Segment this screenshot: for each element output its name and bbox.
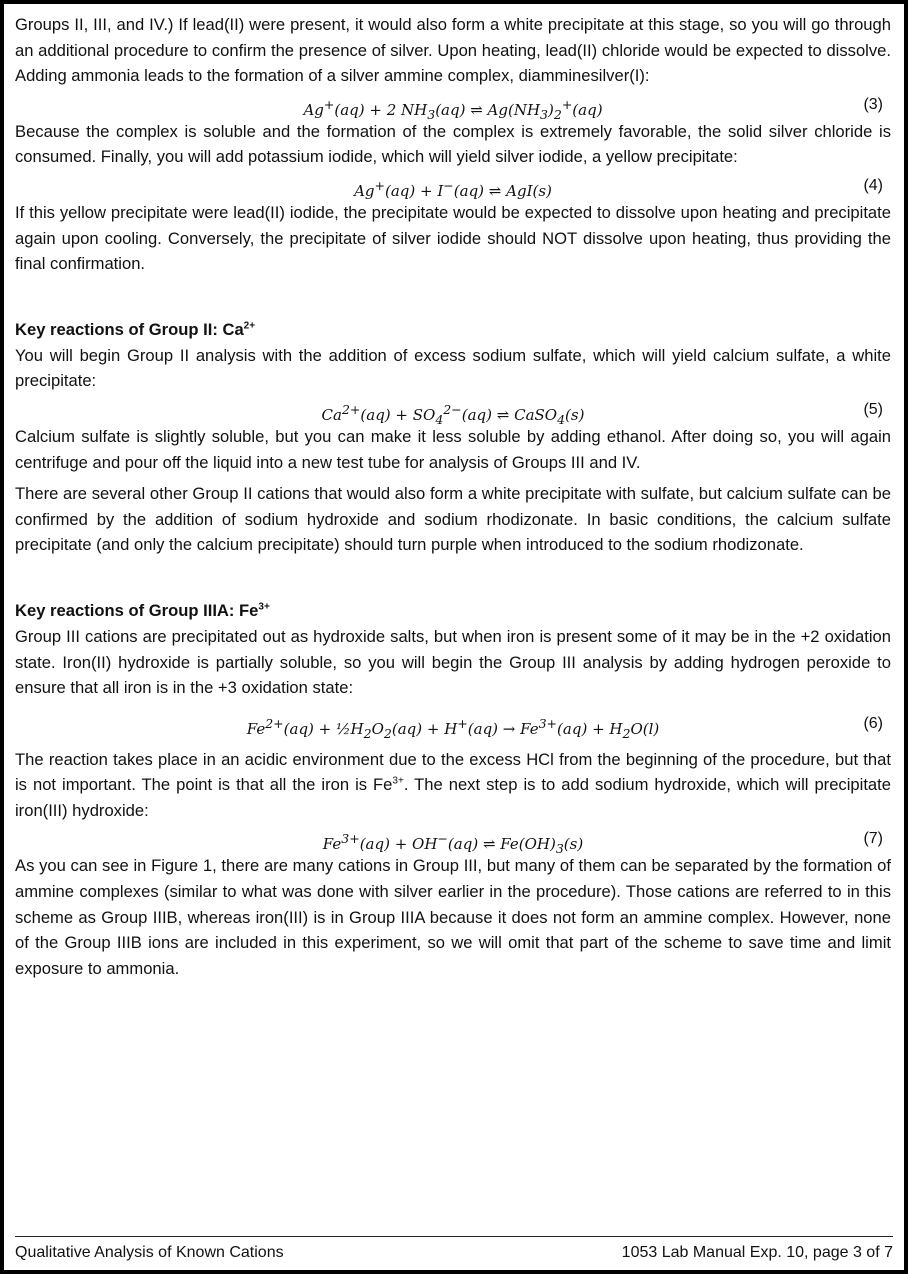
equation-6-number: (6) — [863, 714, 883, 732]
footer-page-number: 1053 Lab Manual Exp. 10, page 3 of 7 — [621, 1244, 893, 1261]
page-footer — [15, 1236, 893, 1261]
paragraph-group-2-intro: You will begin Group II analysis with the addition of excess sodium sulfate, which will yield calcium sulfate, a white precipitate: — [15, 345, 891, 391]
paragraph-acidic: The reaction takes place in an acidic environment due to the excess HCl from the beginning of the procedure, but that is not important. The point is that all the iron is $Fe^{3+}$. The next step is to add sodium hydroxide, which will precipitate iron(III) hydroxide: — [15, 749, 892, 820]
document-page — [4, 4, 904, 1270]
heading-group-3a: Key reactions of Group IIIA: $Fe^{3+}$ — [15, 600, 270, 620]
equation-3-formula: Ag+(aq) + 2 $NH_3(aq)$ ⇌ $Ag(NH_3)_2^+(aq)$ — [303, 96, 603, 122]
paragraph-ethanol: Calcium sulfate is slightly soluble, but you can make it less soluble by adding ethanol. After doing so, you will again centrifuge and pour off the liquid into a new test tube for analysis of Groups III and IV. — [15, 426, 891, 472]
equation-6 — [15, 701, 891, 747]
footer-title: Qualitative Analysis of Known Cations — [15, 1244, 284, 1261]
heading-group-2: Key reactions of Group II: $Ca^{2+}$ — [15, 319, 256, 339]
paragraph-figure-1: As you can see in Figure 1, there are many cations in Group III, but many of them can be separated by the formation of ammine complexes (similar to what was done with silver earlier in the procedure). Those cations are referred to in this scheme as Group IIIB, whereas iron(III) is in Group IIIA because it does not form an ammine complex. However, none of the Group IIIB ions are included in this experiment, so we will omit that part of the scheme to save time and limit exposure to ammonia. — [15, 856, 891, 978]
equation-4-formula: Ag+(aq) + I−(aq) ⇌ AgI(s) — [354, 177, 552, 200]
equation-4 — [15, 170, 891, 200]
equation-7-formula: $Fe^{3+}(aq) + OH^-(aq)$ ⇌ $Fe(OH)_3(s)$ — [322, 831, 584, 857]
equation-3 — [15, 89, 891, 122]
page-content — [15, 12, 891, 981]
equation-4-number: (4) — [863, 176, 883, 194]
paragraph-rhodizonate: There are several other Group II cations that would also form a white precipitate with sulfate, but calcium sulfate can be confirmed by the addition of sodium hydroxide and sodium rhodizonate. In basic conditions, the calcium sulfate precipitate (and only the calcium precipitate) should turn purple when introduced to the sodium rhodizonate. — [15, 484, 891, 555]
equation-3-number: (3) — [863, 95, 883, 113]
equation-5-formula: $Ca^{2+}(aq) + SO_4^{2-}(aq)$ ⇌ CaSO$_4$(s) — [321, 401, 585, 427]
equation-5-number: (5) — [863, 400, 883, 418]
paragraph-silver-confirm: Groups II, III, and IV.) If lead(II) were present, it would also form a white precipitate at this stage, so you will go through an additional procedure to confirm the presence of silver. Upon heating, lead(II) chloride would be expected to dissolve. Adding ammonia leads to the formation of a silver ammine complex, diamminesilver(I): — [15, 15, 891, 86]
paragraph-group-3-intro: Group III cations are precipitated out as hydroxide salts, but when iron is present some of it may be in the +2 oxidation state. Iron(II) hydroxide is partially soluble, so you will begin the Group III analysis by adding hydrogen peroxide to ensure that all iron is in the +3 oxidation state: — [15, 626, 891, 698]
equation-7-number: (7) — [863, 830, 883, 848]
equation-5 — [15, 394, 891, 427]
paragraph-complex: Because the complex is soluble and the formation of the complex is extremely favorable, the solid silver chloride is consumed. Finally, you will add potassium iodide, which will yield silver iodide, a yellow precipitate: — [15, 121, 891, 167]
equation-6-formula: $Fe^{2+}(aq)$ + $\frac{1}{2}H_2O_2(aq) + H^+(aq) \to Fe^{3+}(aq) + H_2O(l)$ — [246, 715, 660, 741]
equation-7 — [15, 823, 891, 857]
paragraph-yellow-precipitate: If this yellow precipitate were lead(II) iodide, the precipitate would be expected to dissolve upon heating and precipitate again upon cooling. Conversely, the precipitate of silver iodide should NOT dissolve upon heating, thus providing the final confirmation. — [15, 202, 891, 274]
